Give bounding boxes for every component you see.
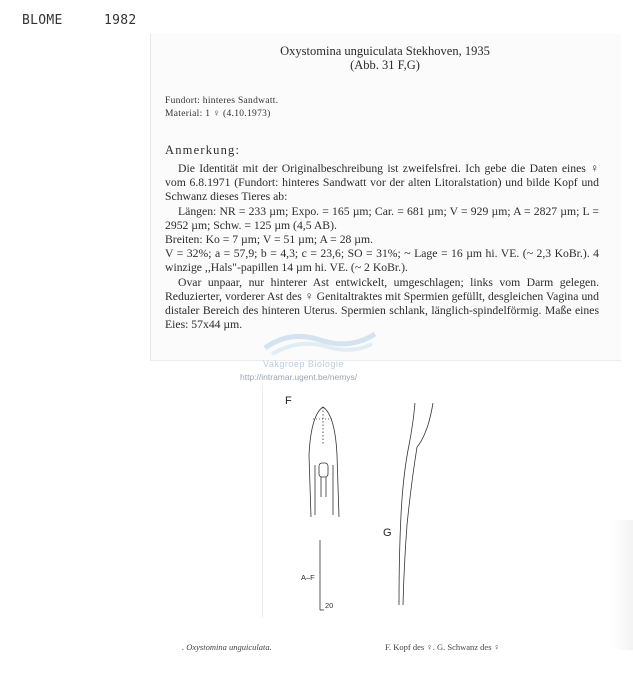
scale-bar <box>320 540 324 610</box>
body-paragraph-ratios: V = 32%; a = 57,9; b = 4,3; c = 23,6; SO = 31%; ~ Lage = 16 µm hi. VE. (~ 2,3 KoBr.). 4 winzige ,,Hals"-papillen 14 µm hi. VE. (~ 2 KoBr.). <box>165 247 599 275</box>
watermark-text: Vakgroep Biologie <box>263 359 344 369</box>
material-line: Material: 1 ♀ (4.10.1973) <box>165 109 271 119</box>
watermark-url: http://intramar.ugent.be/nemys/ <box>240 372 358 382</box>
article-body <box>165 162 599 332</box>
caption-description: F. Kopf des ♀. G. Schwanz des ♀ <box>385 642 500 652</box>
body-paragraph-intro: Die Identität mit der Originalbeschreibung ist zweifelsfrei. Ich gebe die Daten eines ♀ vom 6.8.1971 (Fundort: hinteres Sandwatt vor der alten Litoralstation) und bilde Kopf und Schwanz dieses Tieres ab: <box>165 162 599 204</box>
body-paragraph-breiten: Breiten: Ko = 7 µm; V = 51 µm; A = 28 µm. <box>165 233 374 247</box>
header-year: 1982 <box>104 13 137 28</box>
scale-value: 20 <box>325 601 334 610</box>
figure-label-g: G <box>383 527 392 539</box>
scan-edge-artifact <box>612 520 633 650</box>
body-paragraph-laengen: Längen: NR = 233 µm; Expo. = 165 µm; Car. = 681 µm; V = 929 µm; A = 2827 µm; L = 2952 µm; Schw. = 125 µm (4,5 AB). <box>165 204 599 232</box>
article-title: Oxystomina unguiculata Stekhoven, 1935 <box>280 44 490 58</box>
figure-drawing <box>263 385 467 617</box>
article-title-block <box>150 44 620 72</box>
figure-label-f: F <box>285 395 292 407</box>
anmerkung-heading: Anmerkung: <box>165 143 241 157</box>
tail-drawing <box>399 403 433 605</box>
caption-species: . Oxystomina unguiculata. <box>182 642 272 652</box>
body-paragraph-ovar: Ovar unpaar, nur hinterer Ast entwickelt, umgeschlagen; links vom Darm gelegen. Reduzierter, vorderer Ast des ♀ Genitaltraktes mit Spermien gefüllt, desgleichen Vagina und distaler Bereich des hinteren Uterus. Spermien schlank, länglich-spindelförmig. Maße eines Eies: 57x44 µm. <box>165 275 599 332</box>
figure-panel <box>262 385 467 617</box>
figure-reference: (Abb. 31 F,G) <box>350 58 420 72</box>
fundort-line: Fundort: hinteres Sandwatt. <box>165 96 279 106</box>
scale-label: A–F <box>301 573 315 582</box>
head-drawing <box>309 407 339 517</box>
header-author: BLOME <box>22 13 63 28</box>
watermark-logo <box>260 328 380 356</box>
